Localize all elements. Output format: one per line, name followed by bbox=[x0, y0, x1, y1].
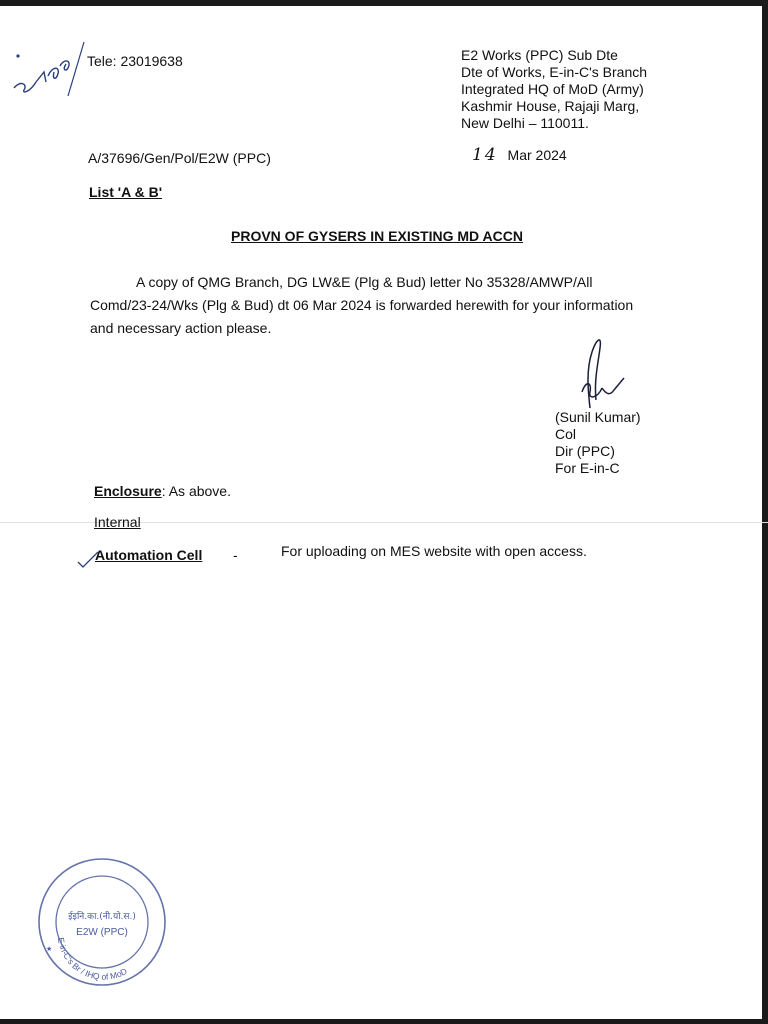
address-line: E2 Works (PPC) Sub Dte bbox=[461, 47, 618, 63]
letter-date bbox=[472, 147, 567, 164]
handwritten-day: 14 bbox=[472, 145, 498, 165]
signatory-appointment: Dir (PPC) bbox=[555, 443, 615, 459]
address-line: Dte of Works, E-in-C's Branch bbox=[461, 64, 648, 80]
telephone-number: Tele: 23019638 bbox=[87, 53, 183, 69]
signature bbox=[568, 330, 638, 410]
sender-address bbox=[461, 47, 647, 132]
internal-label: Internal bbox=[94, 514, 141, 530]
internal-item-dash: - bbox=[233, 547, 238, 563]
stamp-center-hindi: ईइनि.का.(नी.यो.स.) bbox=[68, 912, 136, 922]
enclosure-line bbox=[94, 483, 231, 500]
signatory-name: (Sunil Kumar) bbox=[555, 409, 641, 425]
enclosure-label: Enclosure bbox=[94, 483, 162, 499]
scan-border-right bbox=[762, 0, 768, 1024]
address-line: Integrated HQ of MoD (Army) bbox=[461, 81, 644, 97]
body-line: Comd/23-24/Wks (Plg & Bud) dt 06 Mar 2024 is forwarded herewith for your information bbox=[90, 297, 634, 313]
body-line: A copy of QMG Branch, DG LW&E (Plg & Bud) letter No 35328/AMWP/All bbox=[136, 274, 593, 290]
stamp-outer-text: E-in-C's Br / IHQ of MoD bbox=[55, 936, 129, 982]
scan-border-top bbox=[0, 0, 768, 6]
body-line: and necessary action please. bbox=[90, 320, 272, 336]
office-stamp bbox=[36, 856, 168, 988]
stamp-center-english: E2W (PPC) bbox=[76, 927, 128, 938]
reference-number: A/37696/Gen/Pol/E2W (PPC) bbox=[88, 150, 271, 166]
distribution-list-label: List 'A & B' bbox=[89, 184, 163, 200]
enclosure-value: : As above. bbox=[161, 483, 231, 499]
handwritten-diary-number bbox=[8, 36, 88, 106]
date-month-year: Mar 2024 bbox=[507, 147, 567, 163]
address-line: New Delhi – 110011. bbox=[461, 115, 589, 131]
scan-border-bottom bbox=[0, 1019, 768, 1024]
signatory-block bbox=[555, 409, 641, 477]
signatory-for: For E-in-C bbox=[555, 460, 620, 476]
address-line: Kashmir House, Rajaji Marg, bbox=[461, 98, 640, 114]
subject-heading: PROVN OF GYSERS IN EXISTING MD ACCN bbox=[231, 228, 523, 244]
internal-item-label: Automation Cell bbox=[95, 547, 203, 563]
signatory-rank: Col bbox=[555, 426, 577, 442]
internal-item-text: For uploading on MES website with open access. bbox=[281, 543, 587, 559]
stamp-star: ★ bbox=[46, 946, 53, 953]
